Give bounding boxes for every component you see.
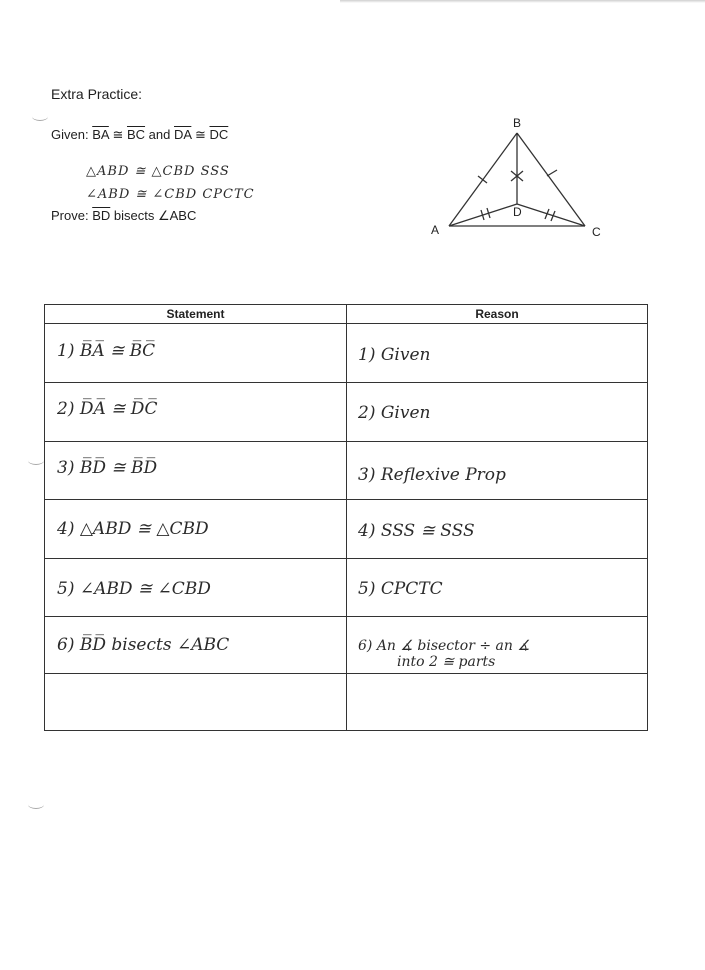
segment-bc: [517, 133, 585, 226]
given-segment: $\overline{BC}$: [126, 127, 146, 142]
worksheet-title: Extra Practice:: [51, 86, 143, 102]
given-segment: $\overline{DC}$: [209, 127, 229, 142]
punch-hole-mark: [28, 800, 44, 809]
statement-cell: 1) B̅A̅ ≅ B̅C̅: [57, 341, 156, 361]
statement-cell: 2) D̅A̅ ≅ D̅C̅: [57, 399, 158, 419]
row-divider: [45, 558, 647, 559]
reason-cell: 6) An ∡ bisector ÷ an ∡: [358, 638, 530, 654]
given-segment: $\overline{BA}$: [92, 127, 109, 142]
statement-cell: 5) ∠ABD ≅ ∠CBD: [57, 579, 211, 599]
scratch-note-1: △ABD ≅ △CBD SSS: [86, 164, 230, 179]
prove-segment: $\overline{BD}$: [92, 208, 111, 223]
proof-table: [44, 304, 648, 731]
row-divider: [45, 499, 647, 500]
tick-mark: [547, 170, 557, 176]
given-statement: [51, 127, 228, 143]
statement-header: Statement: [166, 307, 225, 321]
statement-cell: 4) △ABD ≅ △CBD: [57, 519, 209, 539]
punch-hole-mark: [28, 456, 44, 465]
given-segment: $\overline{DA}$: [174, 127, 192, 142]
scan-top-edge: [340, 0, 705, 3]
reason-cell: 2) Given: [358, 403, 431, 423]
reason-cell: 4) SSS ≅ SSS: [358, 521, 475, 541]
vertex-label-d: D: [513, 205, 522, 219]
reason-cell: 1) Given: [358, 345, 431, 365]
congruent-symbol: ≅: [112, 127, 124, 142]
reason-cell: 3) Reflexive Prop: [358, 465, 506, 485]
triangle-diagram: [428, 112, 608, 240]
vertex-label-a: A: [431, 223, 440, 237]
prove-statement: [51, 208, 196, 224]
statement-cell: 6) B̅D̅ bisects ∠ABC: [57, 635, 230, 655]
congruent-symbol: ≅: [194, 127, 206, 142]
vertex-label-c: C: [592, 225, 601, 239]
given-label: Given:: [51, 127, 89, 142]
segment-dc: [517, 204, 585, 226]
prove-text: bisects ∠ABC: [113, 208, 197, 223]
given-and: and: [148, 127, 171, 142]
vertex-label-b: B: [513, 116, 522, 130]
reason-cell: 5) CPCTC: [358, 579, 443, 599]
tick-mark: [478, 176, 487, 183]
scratch-note-2: ∠ABD ≅ ∠CBD CPCTC: [86, 187, 255, 202]
punch-hole-mark: [32, 112, 48, 121]
row-divider: [45, 616, 647, 617]
statement-cell: 3) B̅D̅ ≅ B̅D̅: [57, 458, 158, 478]
reason-header: Reason: [475, 307, 519, 321]
row-divider: [45, 323, 647, 324]
row-divider: [45, 382, 647, 383]
row-divider: [45, 673, 647, 674]
reason-cell-continued: into 2 ≅ parts: [397, 654, 496, 670]
prove-label: Prove:: [51, 208, 89, 223]
column-divider: [346, 305, 347, 730]
row-divider: [45, 441, 647, 442]
